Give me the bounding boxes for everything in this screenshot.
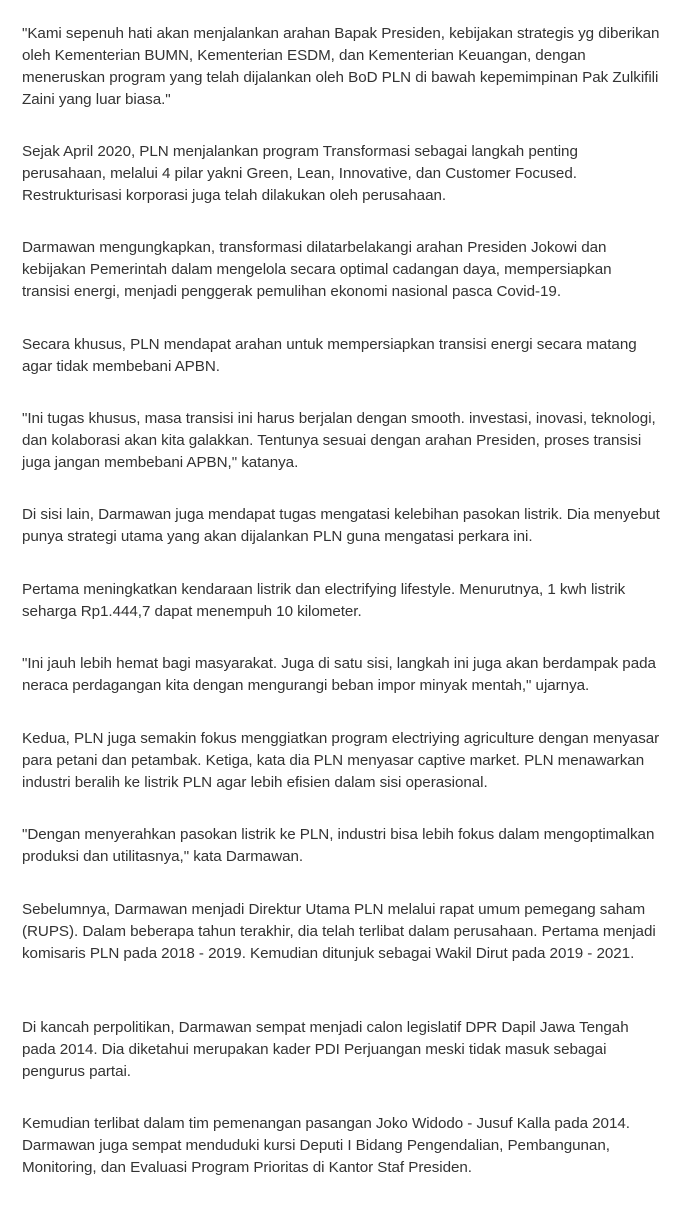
paragraph-4: Secara khusus, PLN mendapat arahan untuk mempersiapkan transisi energi secara matang agar tidak membebani APBN. bbox=[22, 336, 637, 375]
paragraph-10: "Dengan menyerahkan pasokan listrik ke PLN, industri bisa lebih fokus dalam mengoptimalkan produksi dan utilitasnya," kata Darmawan. bbox=[22, 826, 655, 865]
paragraph-12: Di kancah perpolitikan, Darmawan sempat menjadi calon legislatif DPR Dapil Jawa Tengah pada 2014. Dia diketahui merupakan kader PDI Perjuangan meski tidak masuk sebagai pengurus partai. bbox=[22, 1019, 629, 1080]
paragraph-6: Di sisi lain, Darmawan juga mendapat tugas mengatasi kelebihan pasokan listrik. Dia menyebut punya strategi utama yang akan dijalankan PLN guna mengatasi perkara ini. bbox=[22, 506, 660, 545]
paragraph-1: "Kami sepenuh hati akan menjalankan arahan Bapak Presiden, kebijakan strategis yg diberikan oleh Kementerian BUMN, Kementerian ESDM, dan Kementerian Keuangan, dengan meneruskan program yang telah dijalankan oleh BoD PLN di bawah kepemimpinan Pak Zulkifili Zaini yang luar biasa." bbox=[22, 25, 660, 108]
paragraph-5: "Ini tugas khusus, masa transisi ini harus berjalan dengan smooth. investasi, inovasi, teknologi, dan kolaborasi akan kita galakkan. Tentunya sesuai dengan arahan Presiden, proses transisi juga jangan membebani APBN," katanya. bbox=[22, 410, 656, 471]
paragraph-11: Sebelumnya, Darmawan menjadi Direktur Utama PLN melalui rapat umum pemegang saham (RUPS). Dalam beberapa tahun terakhir, dia telah terlibat dalam perusahaan. Pertama menjadi komisaris PLN pada 2018 - 2019. Kemudian ditunjuk sebagai Wakil Dirut pada 2019 - 2021. bbox=[22, 901, 656, 962]
paragraph-9: Kedua, PLN juga semakin fokus menggiatkan program electriying agriculture dengan menyasar para petani dan petambak. Ketiga, kata dia PLN menyasar captive market. PLN menawarkan industri beralih ke listrik PLN agar lebih efisien dalam sisi operasional. bbox=[22, 730, 660, 791]
paragraph-13: Kemudian terlibat dalam tim pemenangan pasangan Joko Widodo - Jusuf Kalla pada 2014. Darmawan juga sempat menduduki kursi Deputi I Bidang Pengendalian, Pembangunan, Monitoring, dan Evaluasi Program Prioritas di Kantor Staf Presiden. bbox=[22, 1115, 630, 1176]
paragraph-2: Sejak April 2020, PLN menjalankan program Transformasi sebagai langkah penting perusahaan, melalui 4 pilar yakni Green, Lean, Innovative, dan Customer Focused. Restrukturisasi korporasi juga telah dilakukan oleh perusahaan. bbox=[22, 143, 578, 204]
paragraph-7: Pertama meningkatkan kendaraan listrik dan electrifying lifestyle. Menurutnya, 1 kwh listrik seharga Rp1.444,7 dapat menempuh 10 kilometer. bbox=[22, 581, 626, 620]
paragraph-8: "Ini jauh lebih hemat bagi masyarakat. Juga di satu sisi, langkah ini juga akan berdampak pada neraca perdagangan kita dengan mengurangi beban impor minyak mentah," ujarnya. bbox=[22, 655, 656, 694]
paragraph-3: Darmawan mengungkapkan, transformasi dilatarbelakangi arahan Presiden Jokowi dan kebijakan Pemerintah dalam mengelola secara optimal cadangan daya, mempersiapkan transisi energi, menjadi penggerak pemulihan ekonomi nasional pasca Covid-19. bbox=[22, 239, 612, 300]
